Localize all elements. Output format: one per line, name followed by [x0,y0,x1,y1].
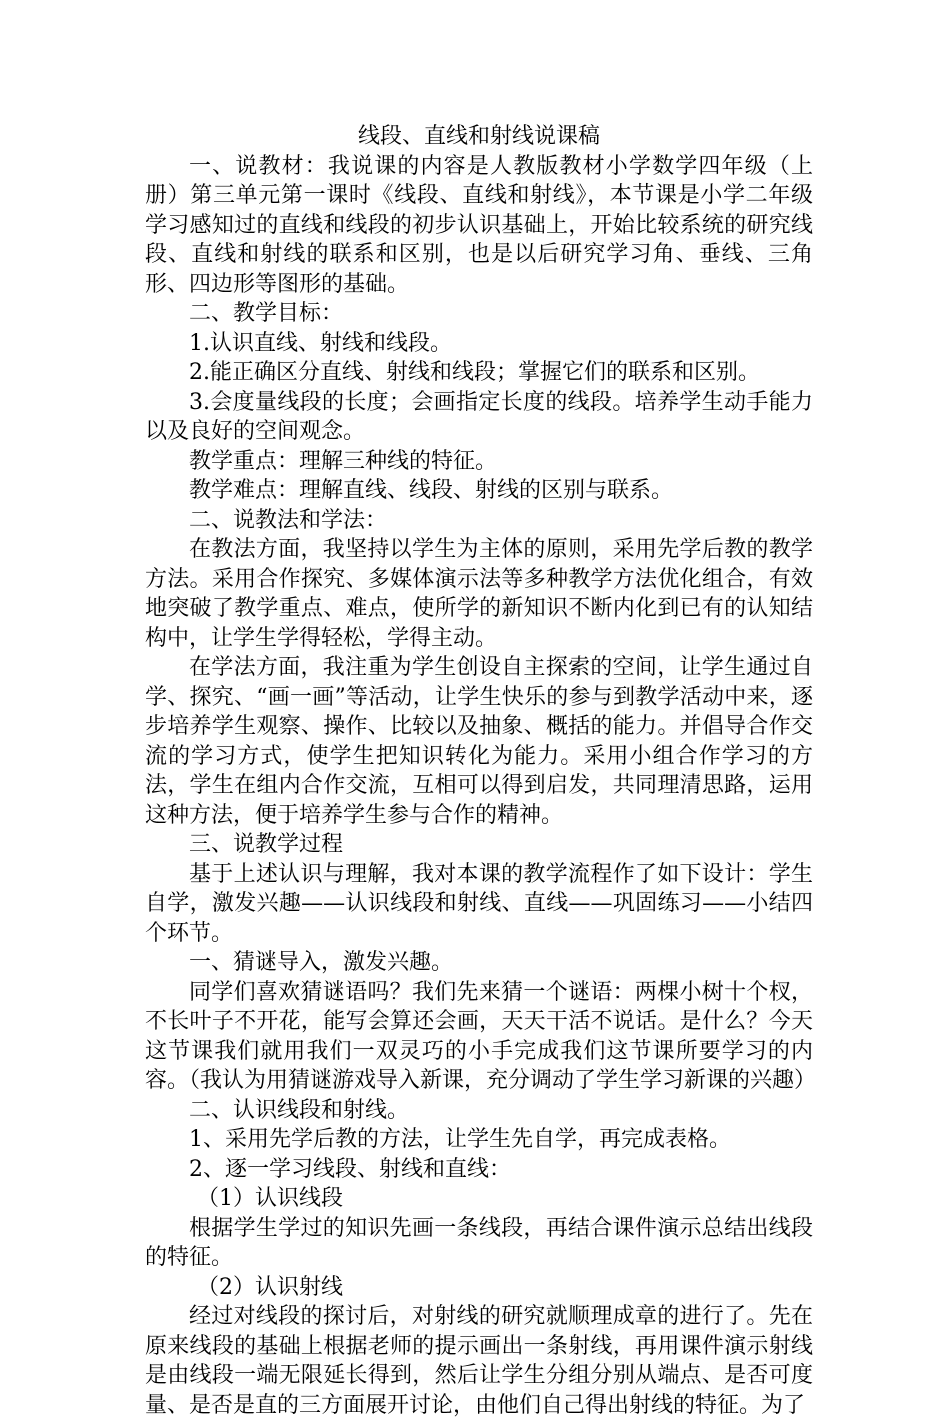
paragraph-teaching-method: 在教法方面，我坚持以学生为主体的原则，采用先学后教的教学方法。采用合作探究、多媒体演示法等多种教学方法优化组合，有效地突破了教学重点、难点，使所学的新知识不断内化到已有的认知结构中，让学生学得轻松，学得主动。 [145,537,813,651]
teaching-difficulty: 教学难点：理解直线、线段、射线的区别与联系。 [189,478,674,503]
paragraph-process-design: 基于上述认识与理解，我对本课的教学流程作了如下设计：学生自学，激发兴趣——认识线段和射线、直线——巩固练习——小结四个环节。 [145,861,813,946]
subheading-ray: （2）认识射线 [197,1274,343,1300]
goal-item-3: 3.会度量线段的长度；会画指定长度的线段。培养学生动手能力以及良好的空间观念。 [145,389,813,444]
subheading-segment: （1）认识线段 [197,1186,343,1211]
teaching-key-point: 教学重点：理解三种线的特征。 [189,448,498,474]
paragraph-riddle: 同学们喜欢猜谜语吗？我们先来猜一个谜语：两棵小树十个杈，不长叶子不开花，能写会算还会画，天天干活不说话。是什么？今天这节课我们就用我们一双灵巧的小手完成我们这节课所要学习的内容。（我认为用猜谜游戏导入新课，充分调动了学生学习新课的兴趣） [145,979,817,1093]
paragraph-ray: 经过对线段的探讨后，对射线的研究就顺理成章的进行了。先在原来线段的基础上根据老师的提示画出一条射线，再用课件演示射线是由线段一端无限延长得到，然后让学生分组分别从端点、是否可度量、是否是直的三方面展开讨论，由他们自己得出射线的特征。为了 [145,1304,813,1418]
paragraph-textbook: 一、说教材：我说课的内容是人教版教材小学数学四年级（上册）第三单元第一课时《线段、直线和射线》，本节课是小学二年级学习感知过的直线和线段的初步认识基础上，开始比较系统的研究线段、直线和射线的联系和区别，也是以后研究学习角、垂线、三角形、四边形等图形的基础。 [145,153,813,297]
heading-segment-ray: 二、认识线段和射线。 [189,1097,410,1123]
paragraph-segment: 根据学生学过的知识先画一条线段，再结合课件演示总结出线段的特征。 [145,1215,813,1270]
heading-riddle-intro: 一、猜谜导入，激发兴趣。 [189,950,454,975]
goal-item-1: 1.认识直线、射线和线段。 [189,330,452,356]
document-title: 线段、直线和射线说课稿 [357,124,600,149]
heading-methods: 二、说教法和学法： [189,507,388,533]
goal-item-2: 2.能正确区分直线、射线和线段；掌握它们的联系和区别。 [189,360,760,385]
heading-teaching-goals: 二、教学目标： [189,301,344,326]
step-item-1: 1、采用先学后教的方法，让学生先自学，再完成表格。 [189,1127,731,1152]
step-item-2: 2、逐一学习线段、射线和直线： [189,1156,511,1182]
paragraph-learning-method: 在学法方面，我注重为学生创设自主探索的空间，让学生通过自学、探究、“画一画”等活动，让学生快乐的参与到教学活动中来，逐步培养学生观察、操作、比较以及抽象、概括的能力。并倡导合作交流的学习方式，使学生把知识转化为能力。采用小组合作学习的方法，学生在组内合作交流，互相可以得到启发，共同理清思路，运用这种方法，便于培养学生参与合作的精神。 [145,655,813,828]
document-page [145,122,817,1420]
heading-teaching-process: 三、说教学过程 [189,832,344,857]
